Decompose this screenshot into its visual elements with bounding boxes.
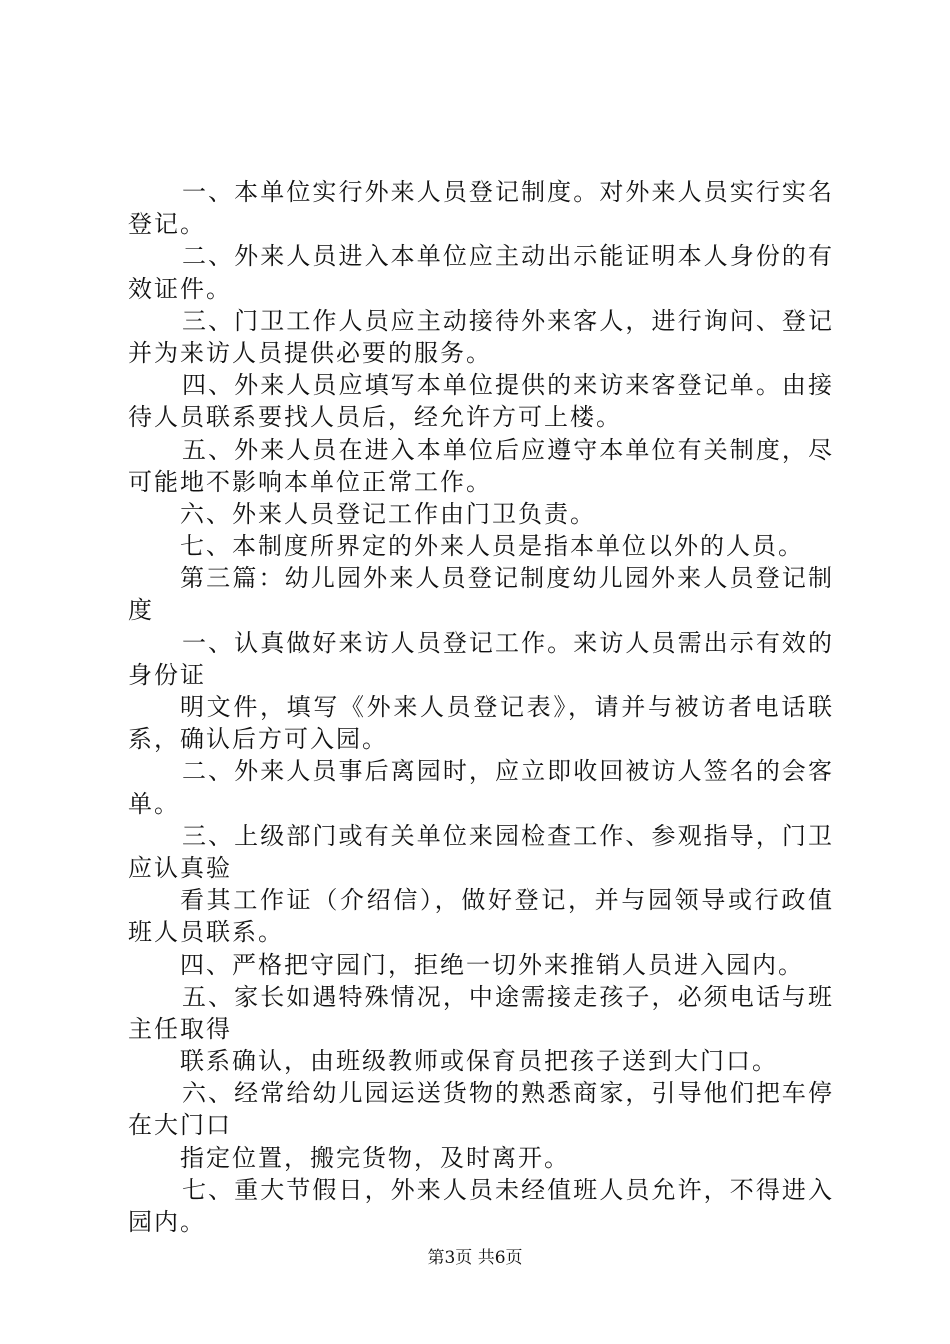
text-line: 指定位置，搬完货物，及时离开。	[180, 1143, 570, 1172]
text-line: 度	[128, 596, 154, 625]
text-line: 五、家长如遇特殊情况，中途需接走孩子，必须电话与班	[182, 982, 834, 1011]
text-line: 七、本制度所界定的外来人员是指本单位以外的人员。	[180, 532, 804, 561]
text-line: 系，确认后方可入园。	[128, 725, 388, 754]
text-line: 并为来访人员提供必要的服务。	[128, 338, 492, 367]
text-line: 明文件，填写《外来人员登记表》，请并与被访者电话联	[180, 693, 834, 721]
text-line: 在大门口	[128, 1111, 232, 1140]
text-line: 效证件。	[128, 274, 232, 303]
text-line: 二、外来人员进入本单位应主动出示能证明本人身份的有	[182, 242, 834, 271]
text-line: 四、严格把守园门，拒绝一切外来推销人员进入园内。	[180, 950, 804, 979]
page-footer: 第3页 共6页	[427, 1248, 523, 1268]
text-line: 二、外来人员事后离园时，应立即收回被访人签名的会客	[182, 757, 834, 786]
text-line: 园内。	[128, 1208, 206, 1236]
text-line: 三、上级部门或有关单位来园检查工作、参观指导，门卫	[182, 821, 834, 850]
text-line: 六、外来人员登记工作由门卫负责。	[180, 499, 596, 528]
text-line: 七、重大节假日，外来人员未经值班人员允许，不得进入	[182, 1175, 834, 1204]
text-line: 联系确认，由班级教师或保育员把孩子送到大门口。	[180, 1047, 778, 1076]
text-line: 登记。	[128, 210, 206, 239]
text-line: 第三篇：幼儿园外来人员登记制度幼儿园外来人员登记制	[180, 564, 834, 593]
text-line: 待人员联系要找人员后，经允许方可上楼。	[128, 403, 622, 432]
text-line: 四、外来人员应填写本单位提供的来访来客登记单。由接	[182, 371, 834, 400]
text-line: 应认真验	[128, 853, 232, 882]
text-line: 三、门卫工作人员应主动接待外来客人，进行询问、登记	[182, 306, 834, 335]
text-line: 六、经常给幼儿园运送货物的熟悉商家，引导他们把车停	[182, 1079, 834, 1108]
text-line: 单。	[128, 789, 180, 818]
document-body	[128, 176, 834, 1238]
text-line: 班人员联系。	[128, 918, 284, 947]
text-line: 一、认真做好来访人员登记工作。来访人员需出示有效的	[182, 628, 834, 657]
text-line: 五、外来人员在进入本单位后应遵守本单位有关制度，尽	[182, 435, 834, 464]
text-line: 看其工作证（介绍信），做好登记，并与园领导或行政值	[180, 886, 834, 915]
text-line: 身份证	[128, 660, 206, 689]
text-line: 可能地不影响本单位正常工作。	[128, 467, 492, 496]
text-line: 主任取得	[128, 1014, 232, 1043]
text-line: 一、本单位实行外来人员登记制度。对外来人员实行实名	[182, 178, 834, 206]
